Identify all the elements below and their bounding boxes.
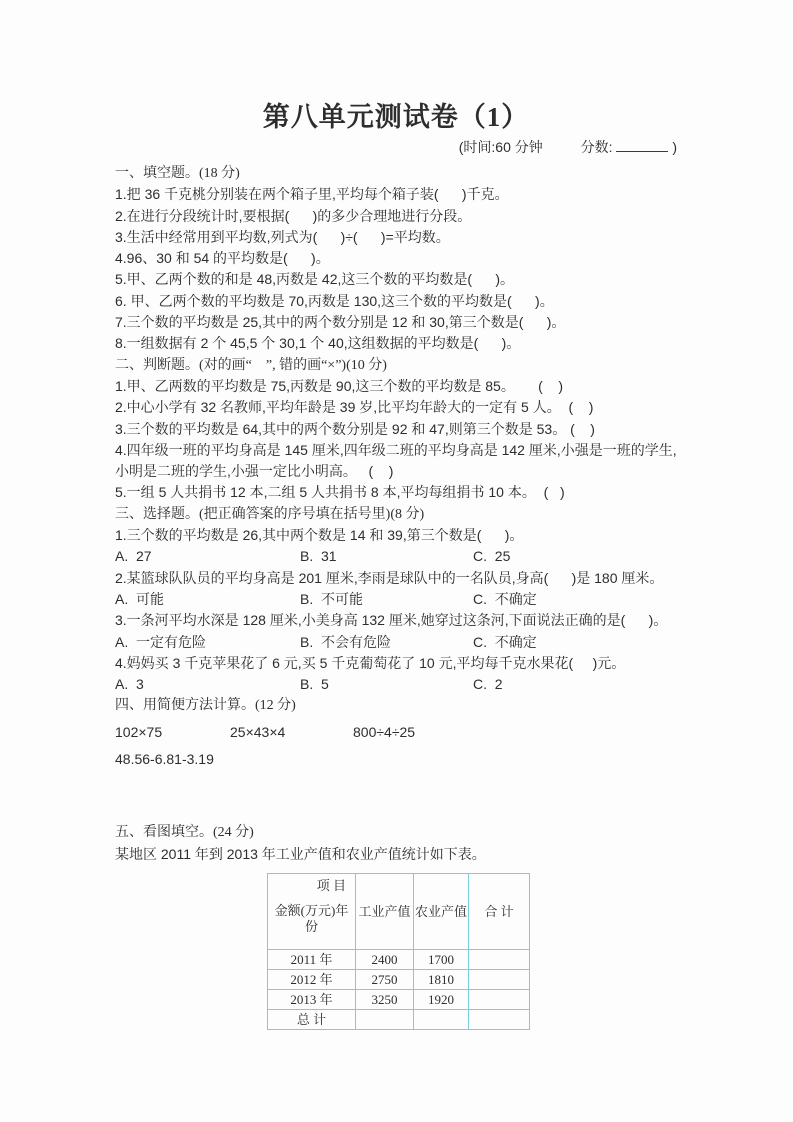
- fill-question-3: 3.生活中经常用到平均数,列式为( )÷( )=平均数。: [115, 228, 450, 245]
- calc-expression-2: 25×43×4: [230, 723, 286, 740]
- fill-question-7: 7.三个数的平均数是 25,其中的两个数分别是 12 和 30,第三个数是( )。: [115, 314, 566, 331]
- option-c: C. 25: [473, 548, 511, 565]
- option-b: B. 5: [300, 676, 329, 693]
- corner-label-amount-year: 金额(万元)年份: [274, 902, 349, 934]
- judge-question-2: 2.中心小学有 32 名教师,平均年龄是 39 岁,比平均年龄大的一定有 5 人。 ( ): [115, 399, 594, 416]
- year-cell: 总 计: [268, 1009, 356, 1029]
- table-corner-cell: [268, 873, 356, 949]
- choice-options-3: [115, 632, 677, 653]
- fill-question-6: 6. 甲、乙两个数的平均数是 70,丙数是 130,这三个数的平均数是( )。: [115, 292, 554, 309]
- time-label: (时间:60 分钟: [458, 139, 543, 155]
- option-a: A. 可能: [115, 590, 165, 607]
- table-row-2013: [268, 989, 530, 1009]
- industrial-value-cell: 3250: [356, 989, 414, 1009]
- choice-options-2: [115, 589, 677, 610]
- industrial-value-cell: 2400: [356, 949, 414, 969]
- fill-question-2: 2.在进行分段统计时,要根据( )的多少合理地进行分段。: [115, 207, 472, 224]
- option-b: B. 31: [300, 548, 337, 565]
- corner-label-item: 项 目: [316, 877, 346, 893]
- judge-question-1: 1.甲、乙两数的平均数是 75,丙数是 90,这三个数的平均数是 85。 ( ): [115, 377, 564, 394]
- option-a: A. 3: [115, 676, 144, 693]
- choice-question-1: 1.三个数的平均数是 26,其中两个数是 14 和 39,第三个数是( )。: [115, 527, 524, 544]
- section4-heading: 四、用简便方法计算。(12 分): [115, 698, 296, 714]
- option-c: C. 不确定: [473, 590, 537, 607]
- year-cell: 2011 年: [268, 949, 356, 969]
- paper-body: [115, 163, 677, 1030]
- paper-title: 第八单元测试卷（1）: [262, 102, 530, 132]
- option-c: C. 不确定: [473, 633, 537, 650]
- calc-expression-1: 102×75: [115, 723, 163, 740]
- option-a: A. 27: [115, 548, 152, 565]
- choice-options-4: [115, 674, 677, 695]
- option-b: B. 不可能: [300, 590, 364, 607]
- info-close-paren: ): [672, 139, 677, 155]
- agricultural-value-cell: 1920: [414, 989, 469, 1009]
- table-row-2011: [268, 949, 530, 969]
- calc-expression-4: 48.56-6.81-3.19: [115, 751, 214, 768]
- choice-options-1: [115, 546, 677, 567]
- section3-heading: 三、选择题。(把正确答案的序号填在括号里)(8 分): [115, 506, 425, 522]
- production-stats-table: [267, 873, 530, 1030]
- paper-content: [115, 101, 677, 1030]
- table-header-row: [268, 873, 530, 949]
- fill-question-1: 1.把 36 千克桃分别装在两个箱子里,平均每个箱子装( )千克。: [115, 186, 509, 203]
- column-header-industrial: 工业产值: [356, 873, 414, 949]
- year-cell: 2012 年: [268, 969, 356, 989]
- total-value-cell: [469, 1009, 530, 1029]
- section5-heading: 五、看图填空。(24 分): [115, 825, 254, 841]
- section5-intro: 某地区 2011 年到 2013 年工业产值和农业产值统计如下表。: [115, 845, 486, 862]
- judge-question-4-line2: 小明是二班的学生,小强一定比小明高。 ( ): [115, 463, 394, 480]
- table-row-2012: [268, 969, 530, 989]
- column-header-agricultural: 农业产值: [414, 873, 469, 949]
- total-value-cell: [469, 989, 530, 1009]
- section1-heading: 一、填空题。(18 分): [115, 166, 240, 181]
- choice-question-4: 4.妈妈买 3 千克苹果花了 6 元,买 5 千克葡萄花了 10 元,平均每千克水果花( )元。: [115, 654, 626, 671]
- score-blank: [616, 138, 668, 152]
- judge-question-5: 5.一组 5 人共捐书 12 本,二组 5 人共捐书 8 本,平均每组捐书 10 本。 ( ): [115, 484, 565, 501]
- industrial-value-cell: [356, 1009, 414, 1029]
- section2-heading: 二、判断题。(对的画“ ”, 错的画“×”)(10 分): [115, 357, 387, 373]
- option-b: B. 不会有危险: [300, 633, 392, 650]
- judge-question-3: 3.三个数的平均数是 64,其中的两个数分别是 92 和 47,则第三个数是 53。 ( ): [115, 420, 595, 437]
- option-c: C. 2: [473, 676, 503, 693]
- fill-question-4: 4.96、30 和 54 的平均数是( )。: [115, 250, 330, 267]
- calc-expressions-row: [115, 722, 677, 743]
- agricultural-value-cell: 1810: [414, 969, 469, 989]
- fill-question-5: 5.甲、乙两个数的和是 48,丙数是 42,这三个数的平均数是( )。: [115, 271, 515, 288]
- fill-question-8: 8.一组数据有 2 个 45,5 个 30,1 个 40,这组数据的平均数是( )。: [115, 335, 521, 352]
- option-a: A. 一定有危险: [115, 633, 207, 650]
- table-row-grand-total: [268, 1009, 530, 1029]
- column-header-total: 合 计: [469, 873, 530, 949]
- total-value-cell: [469, 949, 530, 969]
- score-label: 分数:: [580, 139, 613, 155]
- paper-info-line: [115, 138, 677, 156]
- choice-question-3: 3.一条河平均水深是 128 厘米,小美身高 132 厘米,她穿过这条河,下面说法正确的是( )。: [115, 612, 668, 629]
- choice-question-2: 2.某篮球队队员的平均身高是 201 厘米,李雨是球队中的一名队员,身高( )是 180 厘米。: [115, 569, 664, 586]
- agricultural-value-cell: 1700: [414, 949, 469, 969]
- year-cell: 2013 年: [268, 989, 356, 1009]
- industrial-value-cell: 2750: [356, 969, 414, 989]
- total-value-cell: [469, 969, 530, 989]
- judge-question-4-line1: 4.四年级一班的平均身高是 145 厘米,四年级二班的平均身高是 142 厘米,小强是一班的学生,: [115, 441, 677, 458]
- calc-expression-3: 800÷4÷25: [353, 723, 416, 740]
- agricultural-value-cell: [414, 1009, 469, 1029]
